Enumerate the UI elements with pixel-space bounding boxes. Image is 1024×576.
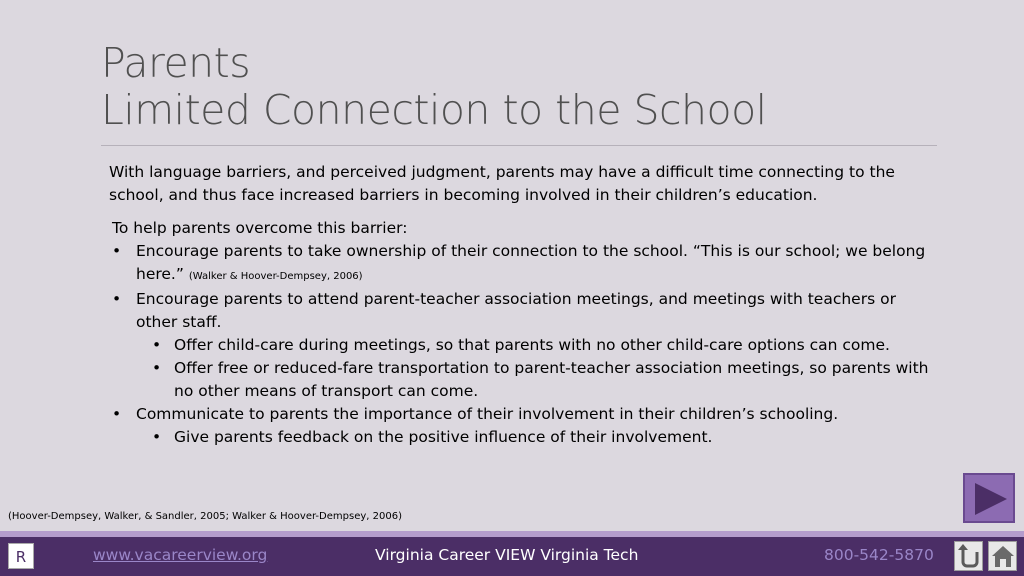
title-line-2: Limited Connection to the School bbox=[101, 86, 767, 134]
footer-phone: 800-542-5870 bbox=[824, 546, 934, 564]
intro-paragraph: With language barriers, and perceived judgment, parents may have a difficult time connecting to the school, and thus face increased barriers in becoming involved in their children’s education. bbox=[109, 163, 895, 204]
lead-text: To help parents overcome this barrier: bbox=[112, 219, 408, 237]
bullet-ownership bbox=[112, 240, 942, 288]
bullet-communicate: • Communicate to parents the importance of their involvement in their children’s schooling. bbox=[112, 403, 942, 426]
r-button[interactable]: R bbox=[8, 543, 34, 569]
back-button[interactable] bbox=[954, 541, 983, 571]
title-divider bbox=[101, 145, 937, 146]
home-icon bbox=[991, 544, 1015, 569]
play-triangle-icon bbox=[973, 481, 1009, 517]
sub-bullet-transportation: • Offer free or reduced-fare transportation to parent-teacher association meetings, so parents with no other means of transport can come. bbox=[112, 357, 942, 403]
slide-body bbox=[112, 217, 942, 449]
sub-bullet-child-care: • Offer child-care during meetings, so that parents with no other child-care options can come. bbox=[112, 334, 942, 357]
footnote-citation: (Hoover-Dempsey, Walker, & Sandler, 2005; Walker & Hoover-Dempsey, 2006) bbox=[8, 511, 402, 522]
inline-citation: (Walker & Hoover-Dempsey, 2006) bbox=[188, 271, 363, 282]
footer-org-name: Virginia Career VIEW Virginia Tech bbox=[375, 546, 639, 564]
bullet-list bbox=[112, 240, 942, 449]
website-link[interactable]: www.vacareerview.org bbox=[93, 546, 268, 564]
slide-title bbox=[101, 40, 767, 134]
bullet-attend-meetings: • Encourage parents to attend parent-teacher association meetings, and meetings with teachers or other staff. bbox=[112, 288, 942, 334]
home-button[interactable] bbox=[988, 541, 1017, 571]
title-line-1: Parents bbox=[101, 39, 251, 87]
return-arrow-icon bbox=[957, 544, 981, 569]
sub-bullet-feedback: • Give parents feedback on the positive influence of their involvement. bbox=[112, 426, 942, 449]
next-slide-button[interactable] bbox=[963, 473, 1015, 523]
bullet-ownership-text: Encourage parents to take ownership of their connection to the school. “This is our school; we belong here.” bbox=[136, 242, 926, 283]
